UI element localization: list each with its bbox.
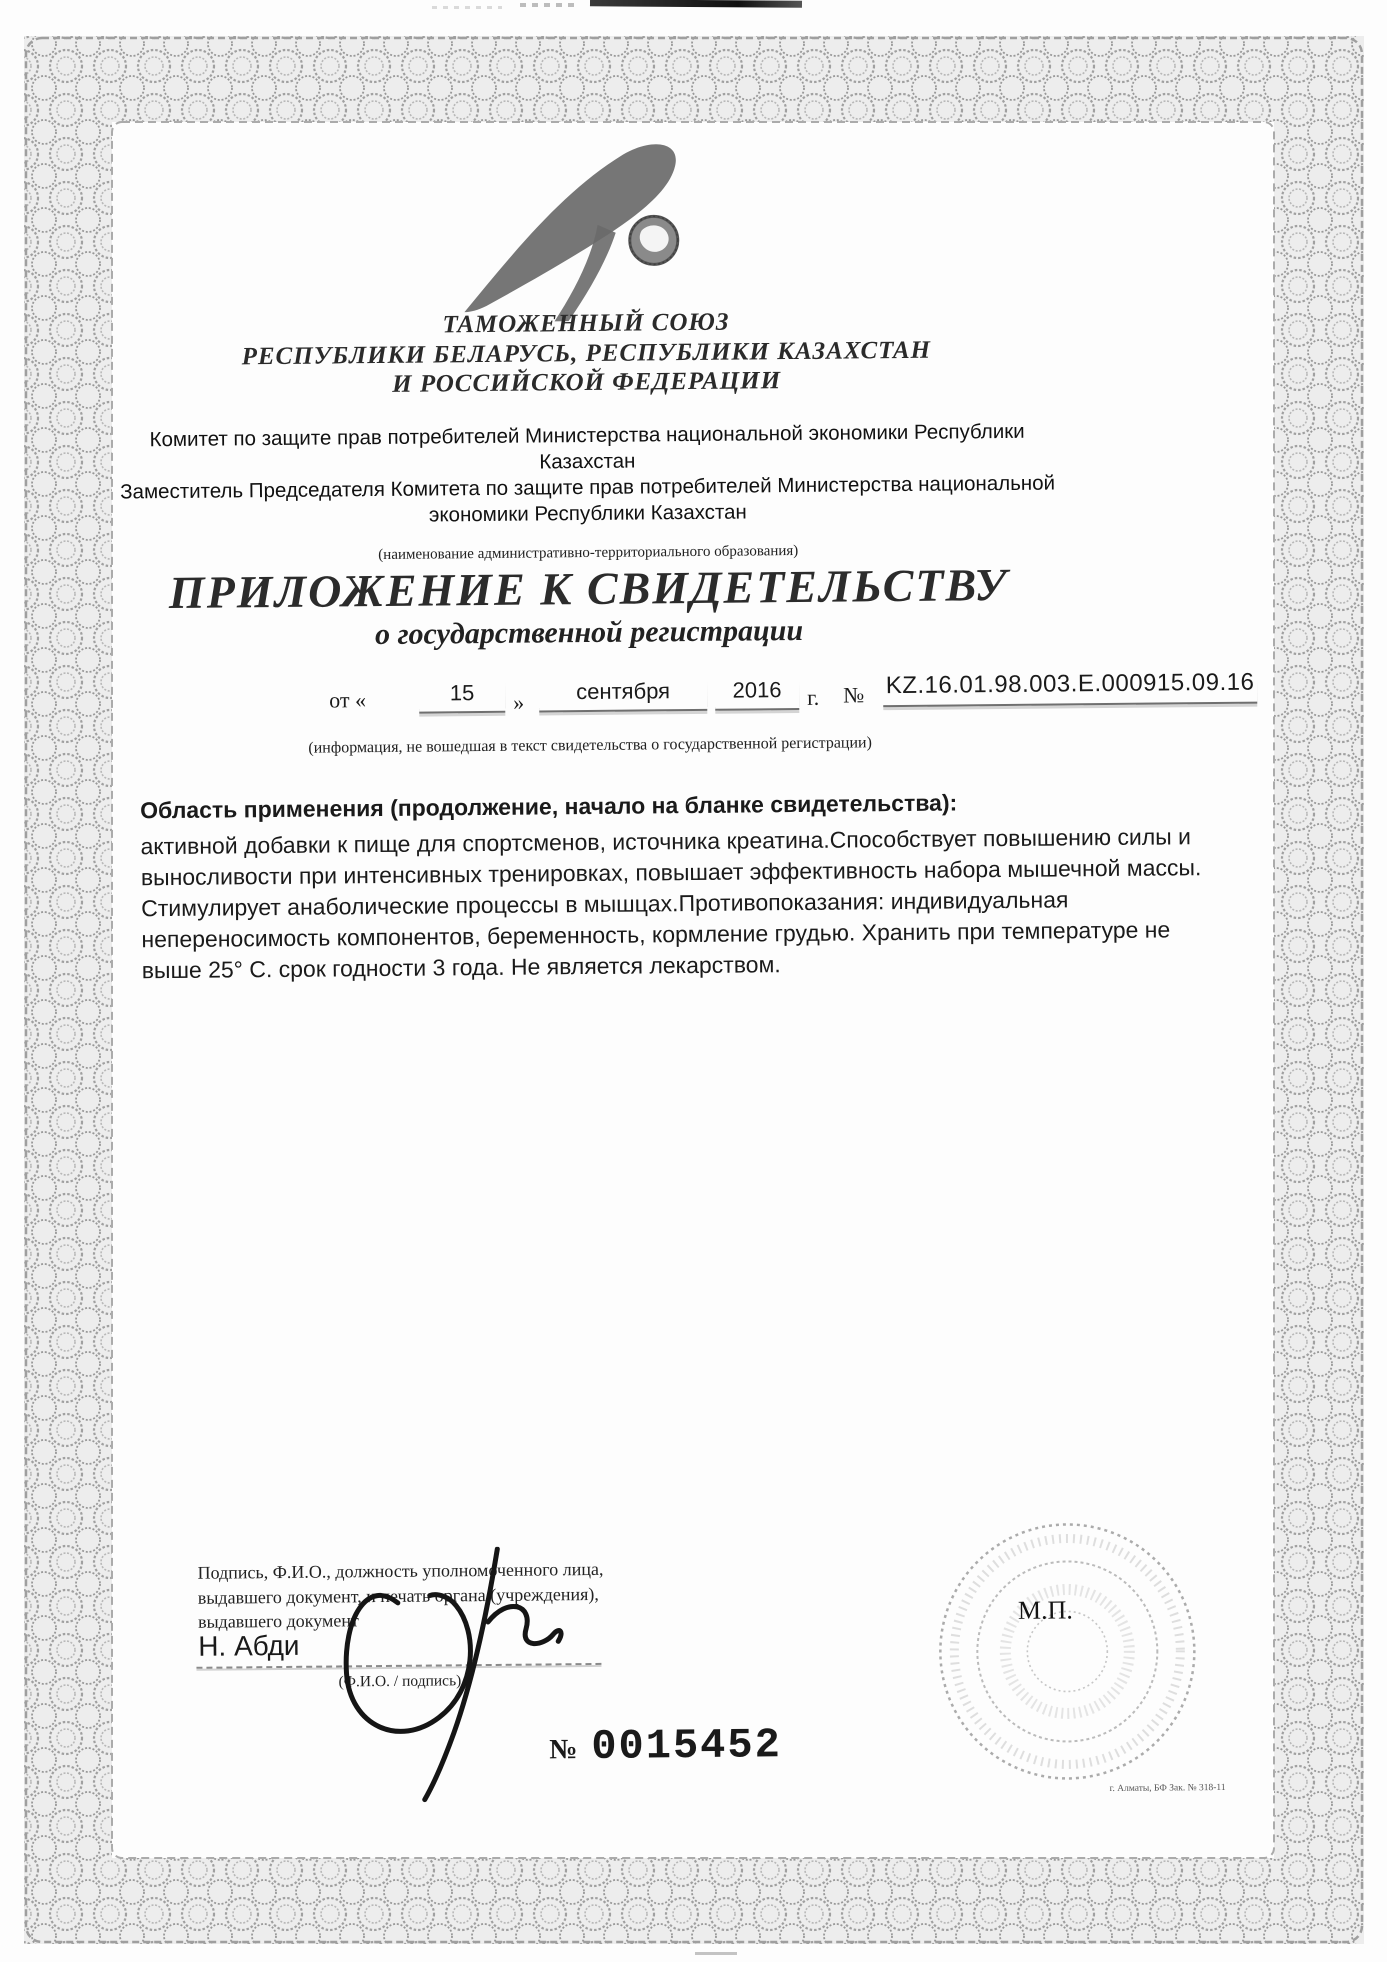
authority-name-line: Комитет по защите прав потребителей Министерства национальной экономики Республики [149, 419, 1025, 452]
info-caption: (информация, не вошедшая в текст свидетельства о государственной регистрации) [308, 734, 872, 757]
date-month-field: сентября [539, 678, 707, 713]
serial-number-block [549, 1721, 782, 1771]
union-name-block [3, 303, 1169, 403]
body-text-line: выше 25° С. срок годности 3 года. Не является лекарством. [141, 951, 781, 984]
logo-block [2, 123, 1169, 334]
serial-number-sign: № [549, 1734, 578, 1766]
date-day-field: 15 [419, 680, 505, 714]
signature-ink-icon [337, 1546, 569, 1803]
org-name-line: ТАМОЖЕННЫЙ СОЮЗ [442, 308, 730, 339]
application-area-text [140, 821, 1202, 986]
serial-number: 0015452 [591, 1721, 783, 1772]
stamp-label: М.П. [1017, 1595, 1073, 1625]
body-text-line: активной добавки к пище для спортсменов, источника креатина.Способствует повышению силы и [140, 823, 1192, 860]
year-suffix-label: г. [807, 684, 820, 710]
date-prefix: от « [329, 687, 367, 713]
authority-block [5, 417, 1171, 532]
date-year-field: 2016 [715, 677, 799, 711]
round-stamp-icon [933, 1517, 1202, 1786]
number-sign-label: № [843, 682, 865, 708]
registration-number-field: KZ.16.01.98.003.E.000915.09.16 [883, 669, 1257, 708]
signature-line-caption: (Ф.И.О. / подпись) [338, 1672, 462, 1691]
signature-note-line: Подпись, Ф.И.О., должность уполномоченного лица, [197, 1558, 604, 1583]
org-name-line: И РОССИЙСКОЙ ФЕДЕРАЦИИ [392, 367, 782, 398]
application-area-heading: Область применения (продолжение, начало на бланке свидетельства): [140, 789, 958, 824]
title-block [6, 557, 1172, 656]
print-footer-note: г. Алматы, БФ Зак. № 318-11 [1109, 1782, 1226, 1795]
date-close-quote: » [513, 689, 525, 715]
authority-name-line: Заместитель Председателя Комитета по защите прав потребителей Министерства национальной [120, 471, 1056, 504]
customs-union-logo-icon [444, 128, 726, 326]
body-text-line: непереносимость компонентов, беременность, кормление грудью. Хранить при температуре не [141, 916, 1171, 953]
doc-subtitle: о государственной регистрации [374, 613, 804, 652]
signature-note-line: выдавшего документ, и печать органа (учреждения), [197, 1583, 599, 1608]
signature-note-line: выдавшего документ [197, 1610, 359, 1632]
authority-name-line: экономики Республики Казахстан [428, 500, 747, 527]
body-text-line: выносливости при интенсивных тренировках, повышает эффективность набора мышечной массы. [140, 854, 1202, 891]
org-name-line: РЕСПУБЛИКИ БЕЛАРУСЬ, РЕСПУБЛИКИ КАЗАХСТАН [241, 336, 932, 370]
doc-title: ПРИЛОЖЕНИЕ К СВИДЕТЕЛЬСТВУ [168, 558, 1009, 619]
signatory-name: Н. Абди [198, 1629, 300, 1662]
body-text-line: Стимулирует анаболические процессы в мышцах.Противопоказания: индивидуальная [141, 886, 1069, 922]
authority-name-line: Казахстан [539, 449, 636, 474]
authority-caption: (наименование административно-территориального образования) [378, 542, 799, 564]
